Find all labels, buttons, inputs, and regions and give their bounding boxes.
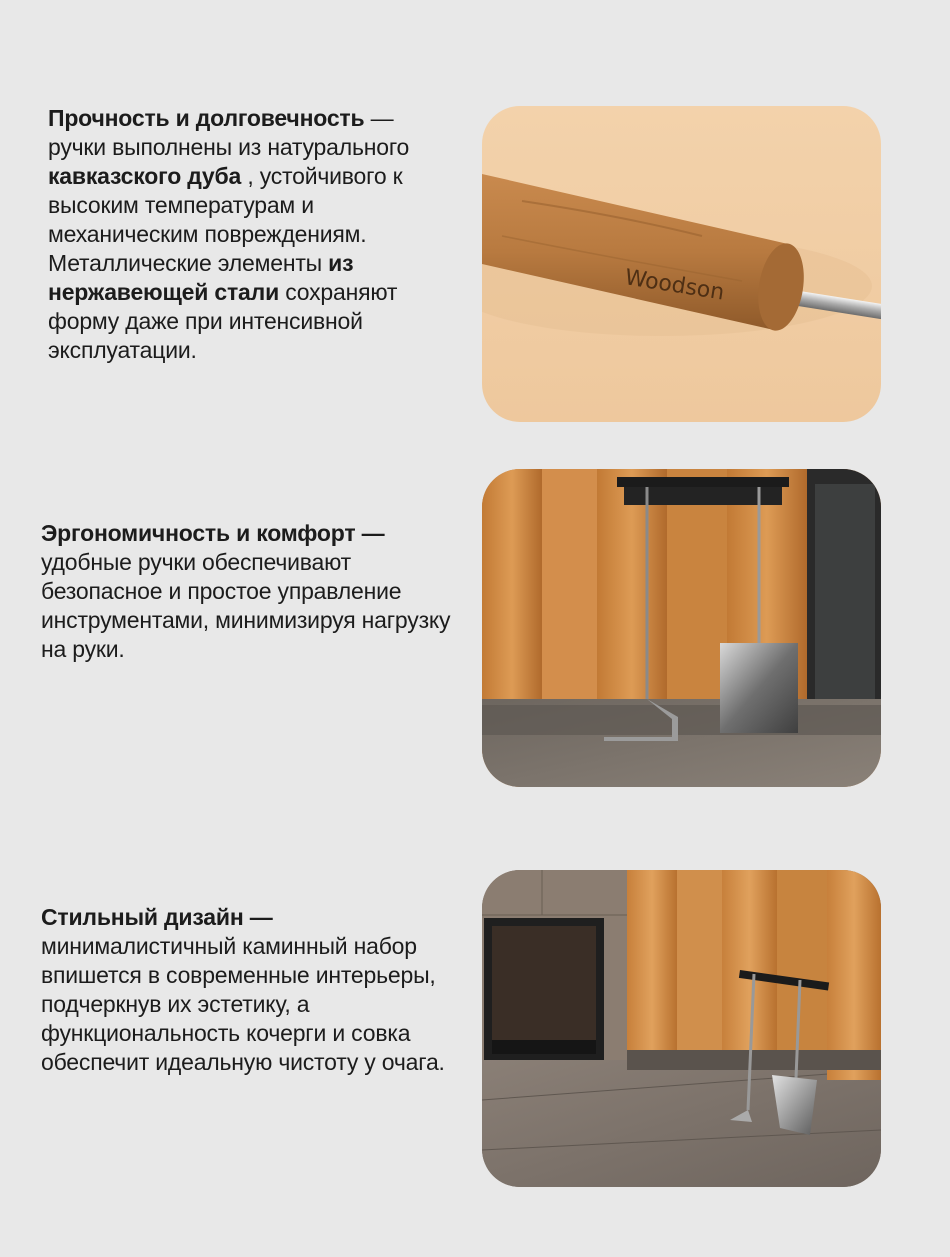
dash: — bbox=[243, 904, 273, 930]
feature-durability-heading: Прочность и долговечность bbox=[48, 105, 365, 131]
feature-design-heading: Стильный дизайн bbox=[41, 904, 244, 930]
oak-handle-photo bbox=[482, 106, 881, 422]
oak-highlight: кавказского дуба bbox=[48, 163, 242, 189]
fireplace-interior-photo bbox=[482, 870, 881, 1187]
feature-ergonomics-heading: Эргономичность и комфорт bbox=[41, 520, 356, 546]
tools-on-wall-photo bbox=[482, 469, 881, 787]
text-part: сохраняют форму даже при интенсивной эксплуатации. bbox=[48, 279, 398, 363]
steel-highlight: из нержавеющей стали bbox=[48, 250, 354, 305]
dash: — bbox=[364, 105, 394, 131]
feature-ergonomics-text bbox=[41, 519, 471, 664]
brand-engraving: Woodson bbox=[623, 265, 726, 306]
text-part: ручки выполнены из натурального bbox=[48, 134, 410, 160]
feature-design-body: минималистичный каминный набор впишется в современные интерьеры, подчеркнув их эстетику, а функциональность кочерги и совка обеспечит идеальную чистоту у очага. bbox=[41, 933, 445, 1075]
dash: — bbox=[355, 520, 385, 546]
text-part: , устойчивого к высоким температурам и механическим повреждениям. Металлические элементы bbox=[48, 163, 403, 276]
feature-durability-text bbox=[48, 104, 468, 365]
feature-design-text bbox=[41, 903, 471, 1077]
feature-ergonomics-body: удобные ручки обеспечивают безопасное и простое управление инструментами, минимизируя нагрузку на руки. bbox=[41, 549, 451, 662]
